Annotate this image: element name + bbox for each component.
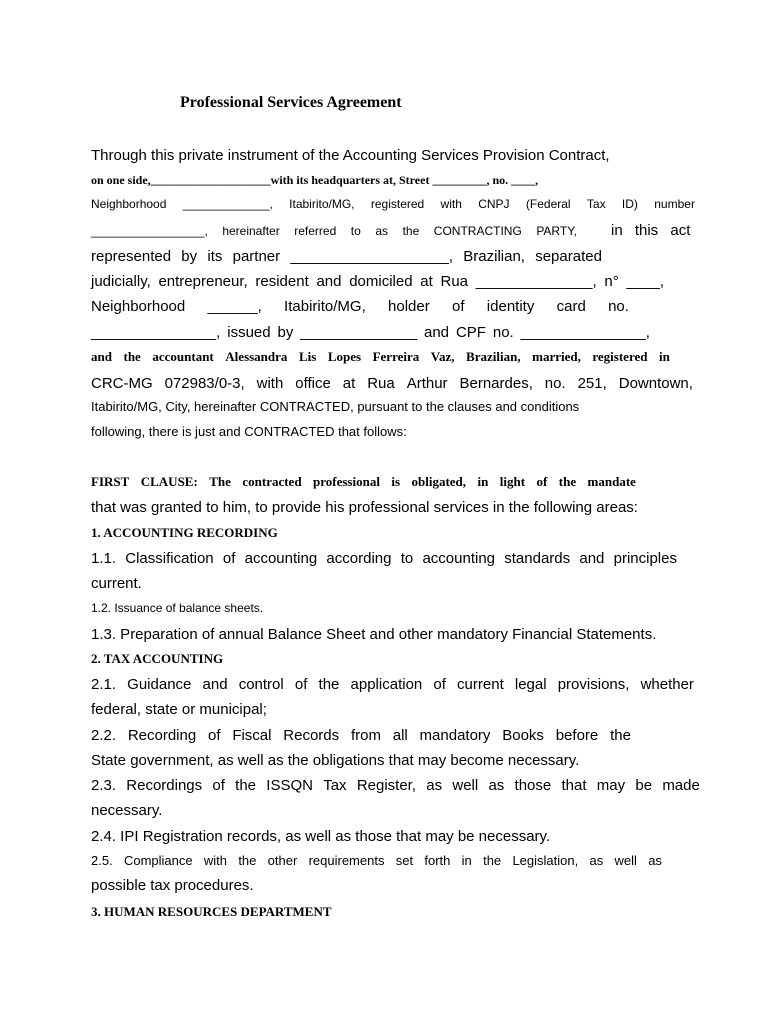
word: contracted — [242, 474, 302, 489]
word: Classification — [125, 550, 214, 567]
word: of — [536, 474, 548, 489]
word: CLAUSE: — [140, 474, 198, 489]
word: light — [499, 474, 526, 489]
word: holder — [388, 298, 430, 315]
word: control — [238, 676, 284, 693]
word: Recordings — [126, 777, 203, 794]
word: of — [294, 676, 308, 693]
word: CRC-MG — [91, 375, 153, 392]
word: is — [391, 474, 401, 489]
word: _______________, — [520, 324, 650, 341]
word: Legislation, — [512, 853, 579, 868]
intro-line-11: Itabirito/MG, City, hereinafter CONTRACTED, pursuant to the clauses and conditions — [91, 399, 580, 414]
word: Fiscal — [232, 727, 272, 744]
word: accounting — [244, 550, 318, 567]
word: with — [440, 197, 462, 211]
intro-line-4-row — [91, 222, 698, 239]
word: partner — [232, 248, 281, 265]
word: of — [222, 550, 236, 567]
word: other — [267, 853, 298, 868]
word: ______, — [207, 298, 262, 315]
word: card — [556, 298, 586, 315]
word: with — [203, 853, 228, 868]
word: FIRST — [91, 474, 130, 489]
intro-line-4 — [91, 224, 577, 238]
word: resident — [255, 273, 309, 290]
word: CONTRACTING — [433, 224, 522, 238]
section-2-heading: 2. TAX ACCOUNTING — [91, 651, 224, 666]
word: registered — [370, 197, 425, 211]
word: legal — [514, 676, 547, 693]
word: of — [452, 298, 465, 315]
word: registered — [592, 349, 648, 364]
word: the — [610, 727, 631, 744]
word: Itabirito/MG, — [284, 298, 366, 315]
word: ____, — [626, 273, 664, 290]
word: CPF — [455, 324, 486, 341]
word: the — [558, 474, 577, 489]
word: Alessandra — [225, 349, 288, 364]
item-2-4: 2.4. IPI Registration records, as well as those that may be necessary. — [91, 828, 551, 845]
word: no. — [492, 324, 514, 341]
word: Compliance — [123, 853, 193, 868]
word: in — [659, 349, 670, 364]
item-1-1-line-1 — [91, 550, 677, 567]
word: Bernardes, — [459, 375, 533, 392]
intro-line-2: on one side,____________________with its headquarters at, Street _________, no. ____, — [91, 173, 539, 187]
intro-line-12: following, there is just and CONTRACTED that follows: — [91, 424, 407, 439]
word: as — [426, 777, 443, 794]
word: all — [392, 727, 408, 744]
word: CNPJ — [478, 197, 510, 211]
word: with — [256, 375, 284, 392]
word: those — [514, 777, 552, 794]
word: as — [589, 853, 604, 868]
word: the — [483, 853, 502, 868]
word: number — [654, 197, 695, 211]
word: _________________, — [91, 224, 208, 238]
word: and — [316, 273, 342, 290]
item-2-5-line-1 — [91, 853, 662, 868]
word: mandatory — [419, 727, 491, 744]
word: ___________________, — [290, 248, 454, 265]
word: Itabirito/MG, — [289, 197, 355, 211]
word: by — [181, 248, 198, 265]
word: and — [202, 676, 228, 693]
word: of — [433, 676, 446, 693]
word: (Federal — [525, 197, 571, 211]
word: no. — [544, 375, 566, 392]
word: forth — [424, 853, 451, 868]
word: Tax — [323, 777, 347, 794]
word: 2.5. — [91, 853, 113, 868]
word: The — [209, 474, 231, 489]
word: current — [457, 676, 504, 693]
word: Rua — [440, 273, 469, 290]
item-2-2-line-2: State government, as well as the obligations that may become necessary. — [91, 752, 580, 769]
intro-line-10 — [91, 375, 693, 392]
word: mandate — [587, 474, 636, 489]
intro-line-1: Through this private instrument of the Accounting Services Provision Contract, — [91, 147, 610, 164]
word: requirements — [308, 853, 385, 868]
intro-line-3 — [91, 197, 695, 211]
word: made — [662, 777, 700, 794]
word: represented — [91, 248, 172, 265]
intro-line-9 — [91, 349, 670, 365]
word: the — [238, 853, 257, 868]
word: whether — [640, 676, 694, 693]
word: to — [350, 224, 361, 238]
word: Lis — [298, 349, 317, 364]
section-3-heading: 3. HUMAN RESOURCES DEPARTMENT — [91, 904, 332, 919]
word: as — [648, 853, 662, 868]
word: and — [424, 324, 450, 341]
word: Books — [502, 727, 544, 744]
word: the — [318, 676, 340, 693]
intro-line-8 — [91, 324, 650, 341]
word: 072983/0-3, — [164, 375, 245, 392]
word: at — [420, 273, 433, 290]
word: Neighborhood — [91, 298, 186, 315]
word: 2.2. — [91, 727, 117, 744]
word: ID) — [621, 197, 638, 211]
word: accountant — [152, 349, 214, 364]
word: Tax — [586, 197, 606, 211]
word: Rua — [367, 375, 395, 392]
word: obligated, — [411, 474, 467, 489]
word: Downtown, — [618, 375, 693, 392]
word: application — [350, 676, 423, 693]
word: hereinafter — [222, 224, 280, 238]
word: judicially, — [91, 273, 151, 290]
item-1-2: 1.2. Issuance of balance sheets. — [91, 601, 264, 615]
word: and — [91, 349, 112, 364]
word: at — [342, 375, 356, 392]
word: 1.1. — [91, 550, 117, 567]
word: 2.3. — [91, 777, 117, 794]
word: separated — [535, 248, 602, 265]
intro-line-5 — [91, 248, 602, 265]
item-1-1-line-2: current. — [91, 575, 142, 592]
word: be — [635, 777, 653, 794]
word: provisions, — [557, 676, 630, 693]
first-clause-line-1 — [91, 474, 636, 490]
word: well — [452, 777, 479, 794]
item-2-3-line-1 — [91, 777, 700, 794]
word: principles — [613, 550, 677, 567]
word: issued — [227, 324, 271, 341]
item-2-1-line-2: federal, state or municipal; — [91, 701, 267, 718]
word: before — [555, 727, 599, 744]
word: ISSQN — [266, 777, 313, 794]
intro-line-4-tail — [611, 222, 698, 239]
word: Ferreira — [372, 349, 420, 364]
word: the — [402, 224, 420, 238]
word: domiciled — [349, 273, 413, 290]
word: standards — [504, 550, 571, 567]
word: that — [561, 777, 587, 794]
word: Records — [283, 727, 340, 744]
item-2-2-line-1 — [91, 727, 631, 744]
word: married, — [532, 349, 581, 364]
word: in — [461, 853, 472, 868]
document-title: Professional Services Agreement — [180, 94, 402, 111]
word: entrepreneur, — [158, 273, 248, 290]
item-2-5-line-2: possible tax procedures. — [91, 877, 254, 894]
word: Register, — [356, 777, 417, 794]
first-clause-line-2: that was granted to him, to provide his professional services in the following areas: — [91, 499, 638, 516]
word: by — [277, 324, 294, 341]
intro-line-4-tail-text: in this act — [611, 222, 691, 239]
item-2-1-line-1 — [91, 676, 694, 693]
word: _______________, — [91, 324, 221, 341]
item-2-3-line-2: necessary. — [91, 802, 163, 819]
word: Brazilian, — [466, 349, 521, 364]
word: n° — [604, 273, 619, 290]
section-1-heading: 1. ACCOUNTING RECORDING — [91, 525, 278, 540]
word: well — [614, 853, 637, 868]
word: to — [400, 550, 414, 567]
word: Lopes — [327, 349, 362, 364]
word: ______________, — [475, 273, 597, 290]
word: professional — [313, 474, 380, 489]
word: set — [395, 853, 414, 868]
word: from — [350, 727, 381, 744]
word: Neighborhood — [91, 197, 167, 211]
word: referred — [294, 224, 337, 238]
intro-line-6 — [91, 273, 664, 290]
word: PARTY, — [536, 224, 577, 238]
word: according — [326, 550, 392, 567]
item-1-3: 1.3. Preparation of annual Balance Sheet and other mandatory Financial Statements. — [91, 626, 657, 643]
word: and — [579, 550, 605, 567]
word: _____________, — [182, 197, 273, 211]
word: Arthur — [406, 375, 448, 392]
word: identity — [486, 298, 535, 315]
word: ______________ — [300, 324, 418, 341]
word: the — [123, 349, 141, 364]
word: Recording — [127, 727, 197, 744]
word: Brazilian, — [463, 248, 525, 265]
word: of — [208, 727, 221, 744]
word: 251, — [577, 375, 607, 392]
word: office — [295, 375, 331, 392]
word: as — [375, 224, 389, 238]
word: Vaz, — [430, 349, 455, 364]
word: may — [596, 777, 626, 794]
word: in — [477, 474, 489, 489]
word: accounting — [422, 550, 496, 567]
word: of — [212, 777, 225, 794]
word: 2.1. — [91, 676, 117, 693]
word: its — [207, 248, 223, 265]
word: Guidance — [127, 676, 192, 693]
intro-line-7 — [91, 298, 629, 315]
word: the — [235, 777, 257, 794]
word: no. — [608, 298, 629, 315]
word: as — [488, 777, 505, 794]
